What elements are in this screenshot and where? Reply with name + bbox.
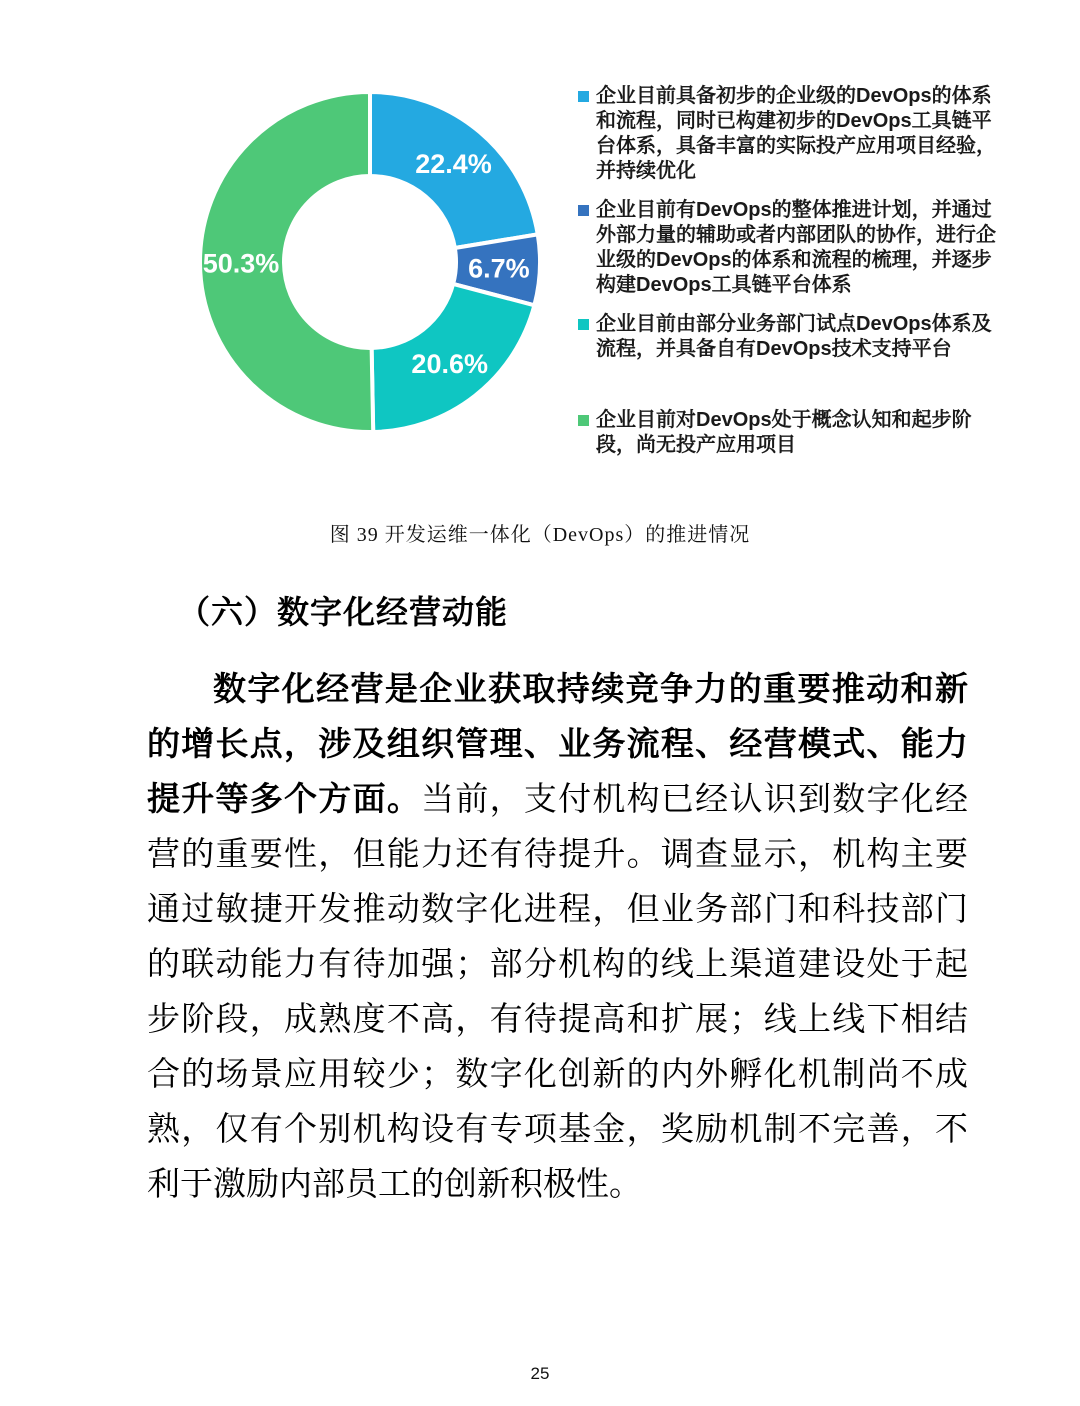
legend-label: 企业目前对DevOps处于概念认知和起步阶段，尚无投产应用项目 xyxy=(596,409,972,456)
legend-swatch-icon xyxy=(578,415,589,426)
slice-percent-label: 6.7% xyxy=(468,253,530,284)
slice-percent-label: 22.4% xyxy=(415,149,492,180)
legend-item xyxy=(578,198,996,298)
devops-donut-chart xyxy=(194,86,546,438)
donut-svg xyxy=(194,86,546,438)
paragraph-lead-bold: 数字化经营是企业获取持续竞争力的重要推动和新的增长点，涉及组织管理、业务流程、经营模式、能力提升等多个方面。 xyxy=(147,672,968,818)
body-paragraph xyxy=(147,663,968,1213)
slice-percent-label: 20.6% xyxy=(411,348,488,379)
legend-item xyxy=(578,408,996,458)
figure-caption: 图 39 开发运维一体化（DevOps）的推进情况 xyxy=(329,524,751,546)
legend-label: 企业目前由部分业务部门试点DevOps体系及流程，并具备自有DevOps技术支持平台 xyxy=(596,313,992,360)
legend-label: 企业目前有DevOps的整体推进计划，并通过外部力量的辅助或者内部团队的协作，进行企业级的DevOps的体系和流程的梳理，并逐步构建DevOps工具链平台体系 xyxy=(596,199,996,296)
legend-item xyxy=(578,312,996,362)
legend-swatch-icon xyxy=(578,91,589,102)
page-number: 25 xyxy=(530,1364,550,1383)
legend-swatch-icon xyxy=(578,319,589,330)
slice-percent-label: 50.3% xyxy=(202,248,280,279)
devops-figure xyxy=(0,0,1080,492)
legend-item xyxy=(578,84,996,184)
chart-legend xyxy=(578,84,996,458)
legend-label: 企业目前具备初步的企业级的DevOps的体系和流程，同时已构建初步的DevOps工具链平台体系，具备丰富的实际投产应用项目经验，并持续优化 xyxy=(596,85,996,182)
paragraph-regular: 当前，支付机构已经认识到数字化经营的重要性，但能力还有待提升。调查显示，机构主要通过敏捷开发推动数字化进程，但业务部门和科技部门的联动能力有待加强；部分机构的线上渠道建设处于起步阶段，成熟度不高，有待提高和扩展；线上线下相结合的场景应用较少；数字化创新的内外孵化机制尚不成熟，仅有个别机构设有专项基金，奖励机制不完善，不利于激励内部员工的创新积极性。 xyxy=(147,782,969,1203)
legend-swatch-icon xyxy=(578,205,589,216)
section-heading: （六）数字化经营动能 xyxy=(178,594,509,630)
